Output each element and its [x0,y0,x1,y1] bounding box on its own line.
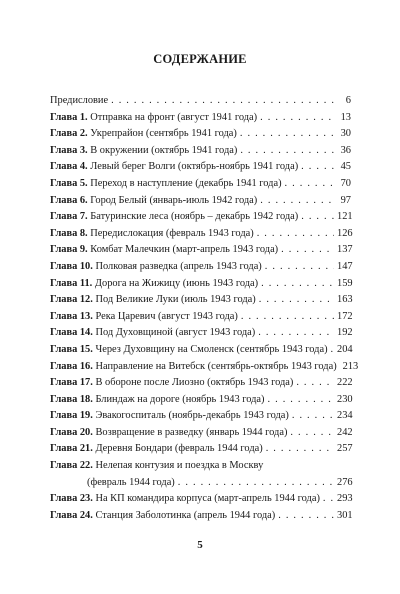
toc-entry-label [50,276,258,293]
dot-leader [111,93,334,110]
toc-entry-label [50,209,298,226]
dot-leader [285,176,334,193]
chapter-number: Глава 6. [50,194,88,206]
toc-entry-chapter[interactable] [50,193,351,210]
chapter-number: Глава 5. [50,177,88,189]
chapter-number: Глава 1. [50,111,88,123]
toc-entry-chapter[interactable] [50,176,351,193]
toc-entry-label [50,375,293,392]
table-of-contents [50,93,359,524]
toc-entry-label [50,259,262,276]
toc-page-number: 234 [337,410,353,422]
toc-entry-chapter[interactable] [50,209,351,226]
chapter-title: В обороне после Лиозно (октябрь 1943 года) [95,377,294,389]
toc-entry-chapter[interactable] [50,226,351,243]
chapter-title: Направление на Витебск (сентябрь-октябрь 1943 года) [95,360,337,372]
chapter-number: Глава 23. [50,493,93,505]
dot-leader [292,408,334,425]
chapter-number: Глава 20. [50,426,93,438]
toc-page-number: 36 [340,144,351,156]
chapter-number: Глава 9. [50,244,88,256]
toc-page-number: 121 [337,211,353,223]
chapter-title: Через Духовщину на Смоленск (сентябрь 1943 года) [95,343,328,355]
chapter-number: Глава 14. [50,327,93,339]
toc-page-number: 13 [340,111,351,123]
toc-entry-chapter[interactable] [50,242,351,259]
chapter-number: Глава 13. [50,310,93,322]
toc-page-number: 192 [337,327,353,339]
chapter-number: Глава 10. [50,260,93,272]
toc-page-number: 137 [337,244,353,256]
chapter-number: Глава 2. [50,128,88,140]
toc-entry-label [50,359,337,376]
toc-entry-chapter[interactable] [50,491,351,508]
toc-page-number: 276 [337,476,353,488]
toc-page-number: 45 [340,161,351,173]
toc-entry-label [50,159,298,176]
chapter-number: Глава 19. [50,410,93,422]
toc-entry-label [50,193,257,210]
toc-page-number: 213 [342,360,359,372]
chapter-title: Возвращение в разведку (январь 1944 года) [95,426,288,438]
toc-entry-chapter[interactable] [50,259,351,276]
toc-entry-chapter[interactable] [50,309,351,326]
chapter-number: Глава 15. [50,343,93,355]
toc-entry-chapter[interactable] [50,508,351,525]
dot-leader [178,475,334,492]
chapter-title-continuation: (февраль 1944 года) [87,476,175,488]
toc-entry-label [50,425,287,442]
chapter-number: Глава 8. [50,227,88,239]
chapter-title: Нелепая контузия и поездка в Москву [95,460,264,472]
chapter-title: Эвакогоспиталь (ноябрь-декабрь 1943 года) [95,410,289,422]
toc-page-number: 204 [337,343,353,355]
toc-entry-label [50,408,289,425]
chapter-title: В окружении (октябрь 1941 года) [90,144,238,156]
chapter-title: Блиндаж на дороге (ноябрь 1943 года) [95,393,265,405]
toc-entry-label [50,143,237,160]
toc-page-number: 230 [337,393,353,405]
toc-entry-label [50,292,256,309]
chapter-title: Переход в наступление (декабрь 1941 года) [90,177,282,189]
toc-entry-chapter[interactable] [50,408,351,425]
toc-entry-chapter[interactable] [50,325,351,342]
chapter-title: Укрепрайон (сентябрь 1941 года) [90,128,237,140]
page-number: 5 [197,539,203,551]
toc-entry-label [50,110,257,127]
dot-leader [331,342,334,359]
chapter-number: Глава 24. [50,509,93,521]
toc-entry-chapter[interactable] [50,342,351,359]
toc-entry-label [50,226,254,243]
chapter-title: Полковая разведка (апрель 1943 года) [95,260,262,272]
toc-entry-label [50,508,275,525]
toc-page-number: 163 [337,294,353,306]
chapter-number: Глава 22. [50,460,93,472]
toc-page-number: 257 [337,443,353,455]
chapter-title: Левый берег Волги (октябрь-ноябрь 1941 года) [90,161,299,173]
toc-page-number: 147 [337,260,353,272]
chapter-title: Под Духовщиной (август 1943 года) [95,327,256,339]
chapter-number: Глава 16. [50,360,93,372]
toc-entry-chapter-22[interactable] [50,458,351,491]
toc-entry-chapter[interactable] [50,126,351,143]
chapter-title: Станция Заболотинка (апрель 1944 года) [95,509,276,521]
chapter-number: Глава 3. [50,144,88,156]
chapter-title: Дорога на Жижицу (июнь 1943 года) [94,277,259,289]
toc-entry-label [50,392,265,409]
toc-entry-chapter[interactable] [50,425,351,442]
toc-page-number: 97 [340,194,351,206]
toc-entry-label [50,242,278,259]
chapter-number: Глава 12. [50,294,93,306]
toc-page-number: 30 [340,128,351,140]
toc-entry-chapter[interactable] [50,159,351,176]
chapter-title: Отправка на фронт (август 1941 года) [90,111,258,123]
dot-leader [261,276,334,293]
toc-entry-chapter[interactable] [50,375,351,392]
toc-entry-label [50,342,328,359]
dot-leader [257,226,334,243]
toc-entry-chapter[interactable] [50,292,351,309]
toc-page-number: 293 [337,493,353,505]
toc-page-number: 172 [337,310,353,322]
dot-leader [265,259,334,276]
chapter-title: Комбат Малечкин (март-апрель 1943 года) [90,244,279,256]
toc-entry-chapter[interactable] [50,441,351,458]
chapter-title: Река Царевич (август 1943 года) [95,310,238,322]
toc-entry-label [50,441,263,458]
dot-leader [258,325,334,342]
toc-entry-preface[interactable] [50,93,351,110]
dot-leader [240,126,334,143]
dot-leader [259,292,334,309]
chapter-number: Глава 4. [50,161,88,173]
toc-entry-chapter[interactable] [50,276,351,293]
toc-entry-label [50,176,282,193]
toc-page-number: 242 [337,426,353,438]
toc-entry-label [50,325,255,342]
chapter-number: Глава 11. [50,277,93,289]
toc-entry-chapter[interactable] [50,359,359,376]
toc-entry-label [50,126,237,143]
toc-page-number: 222 [337,377,353,389]
toc-entry-label [50,491,320,508]
chapter-number: Глава 7. [50,211,88,223]
page-title: СОДЕРЖАНИЕ [153,52,247,66]
dot-leader [268,392,334,409]
chapter-number: Глава 17. [50,377,93,389]
dot-leader [266,441,334,458]
toc-entry-label [50,309,238,326]
toc-entry-chapter[interactable] [50,392,351,409]
dot-leader [301,209,334,226]
dot-leader [278,508,334,525]
dot-leader [260,110,334,127]
toc-page-number: 6 [345,95,351,106]
dot-leader [240,143,334,160]
chapter-title: Передислокация (февраль 1943 года) [90,227,254,239]
toc-entry-chapter[interactable] [50,143,351,160]
chapter-title: Деревня Бондари (февраль 1944 года) [95,443,263,455]
chapter-title: На КП командира корпуса (март-апрель 1944 года) [95,493,320,505]
dot-leader [296,375,334,392]
chapter-number: Глава 21. [50,443,93,455]
dot-leader [301,159,334,176]
dot-leader [281,242,334,259]
toc-page-number: 301 [337,509,353,521]
chapter-number: Глава 18. [50,393,93,405]
toc-page-number: 126 [337,227,353,239]
dot-leader [323,491,334,508]
chapter-title: Под Великие Луки (июль 1943 года) [95,294,256,306]
chapter-title: Батуринские леса (ноябрь – декабрь 1942 года) [90,211,299,223]
dot-leader [241,309,334,326]
toc-page-number: 70 [340,177,351,189]
dot-leader [260,193,334,210]
toc-page-number: 159 [337,277,353,289]
dot-leader [290,425,334,442]
chapter-title: Город Белый (январь-июль 1942 года) [90,194,258,206]
toc-entry-chapter[interactable] [50,110,351,127]
toc-entry-label: Предисловие [50,95,109,106]
